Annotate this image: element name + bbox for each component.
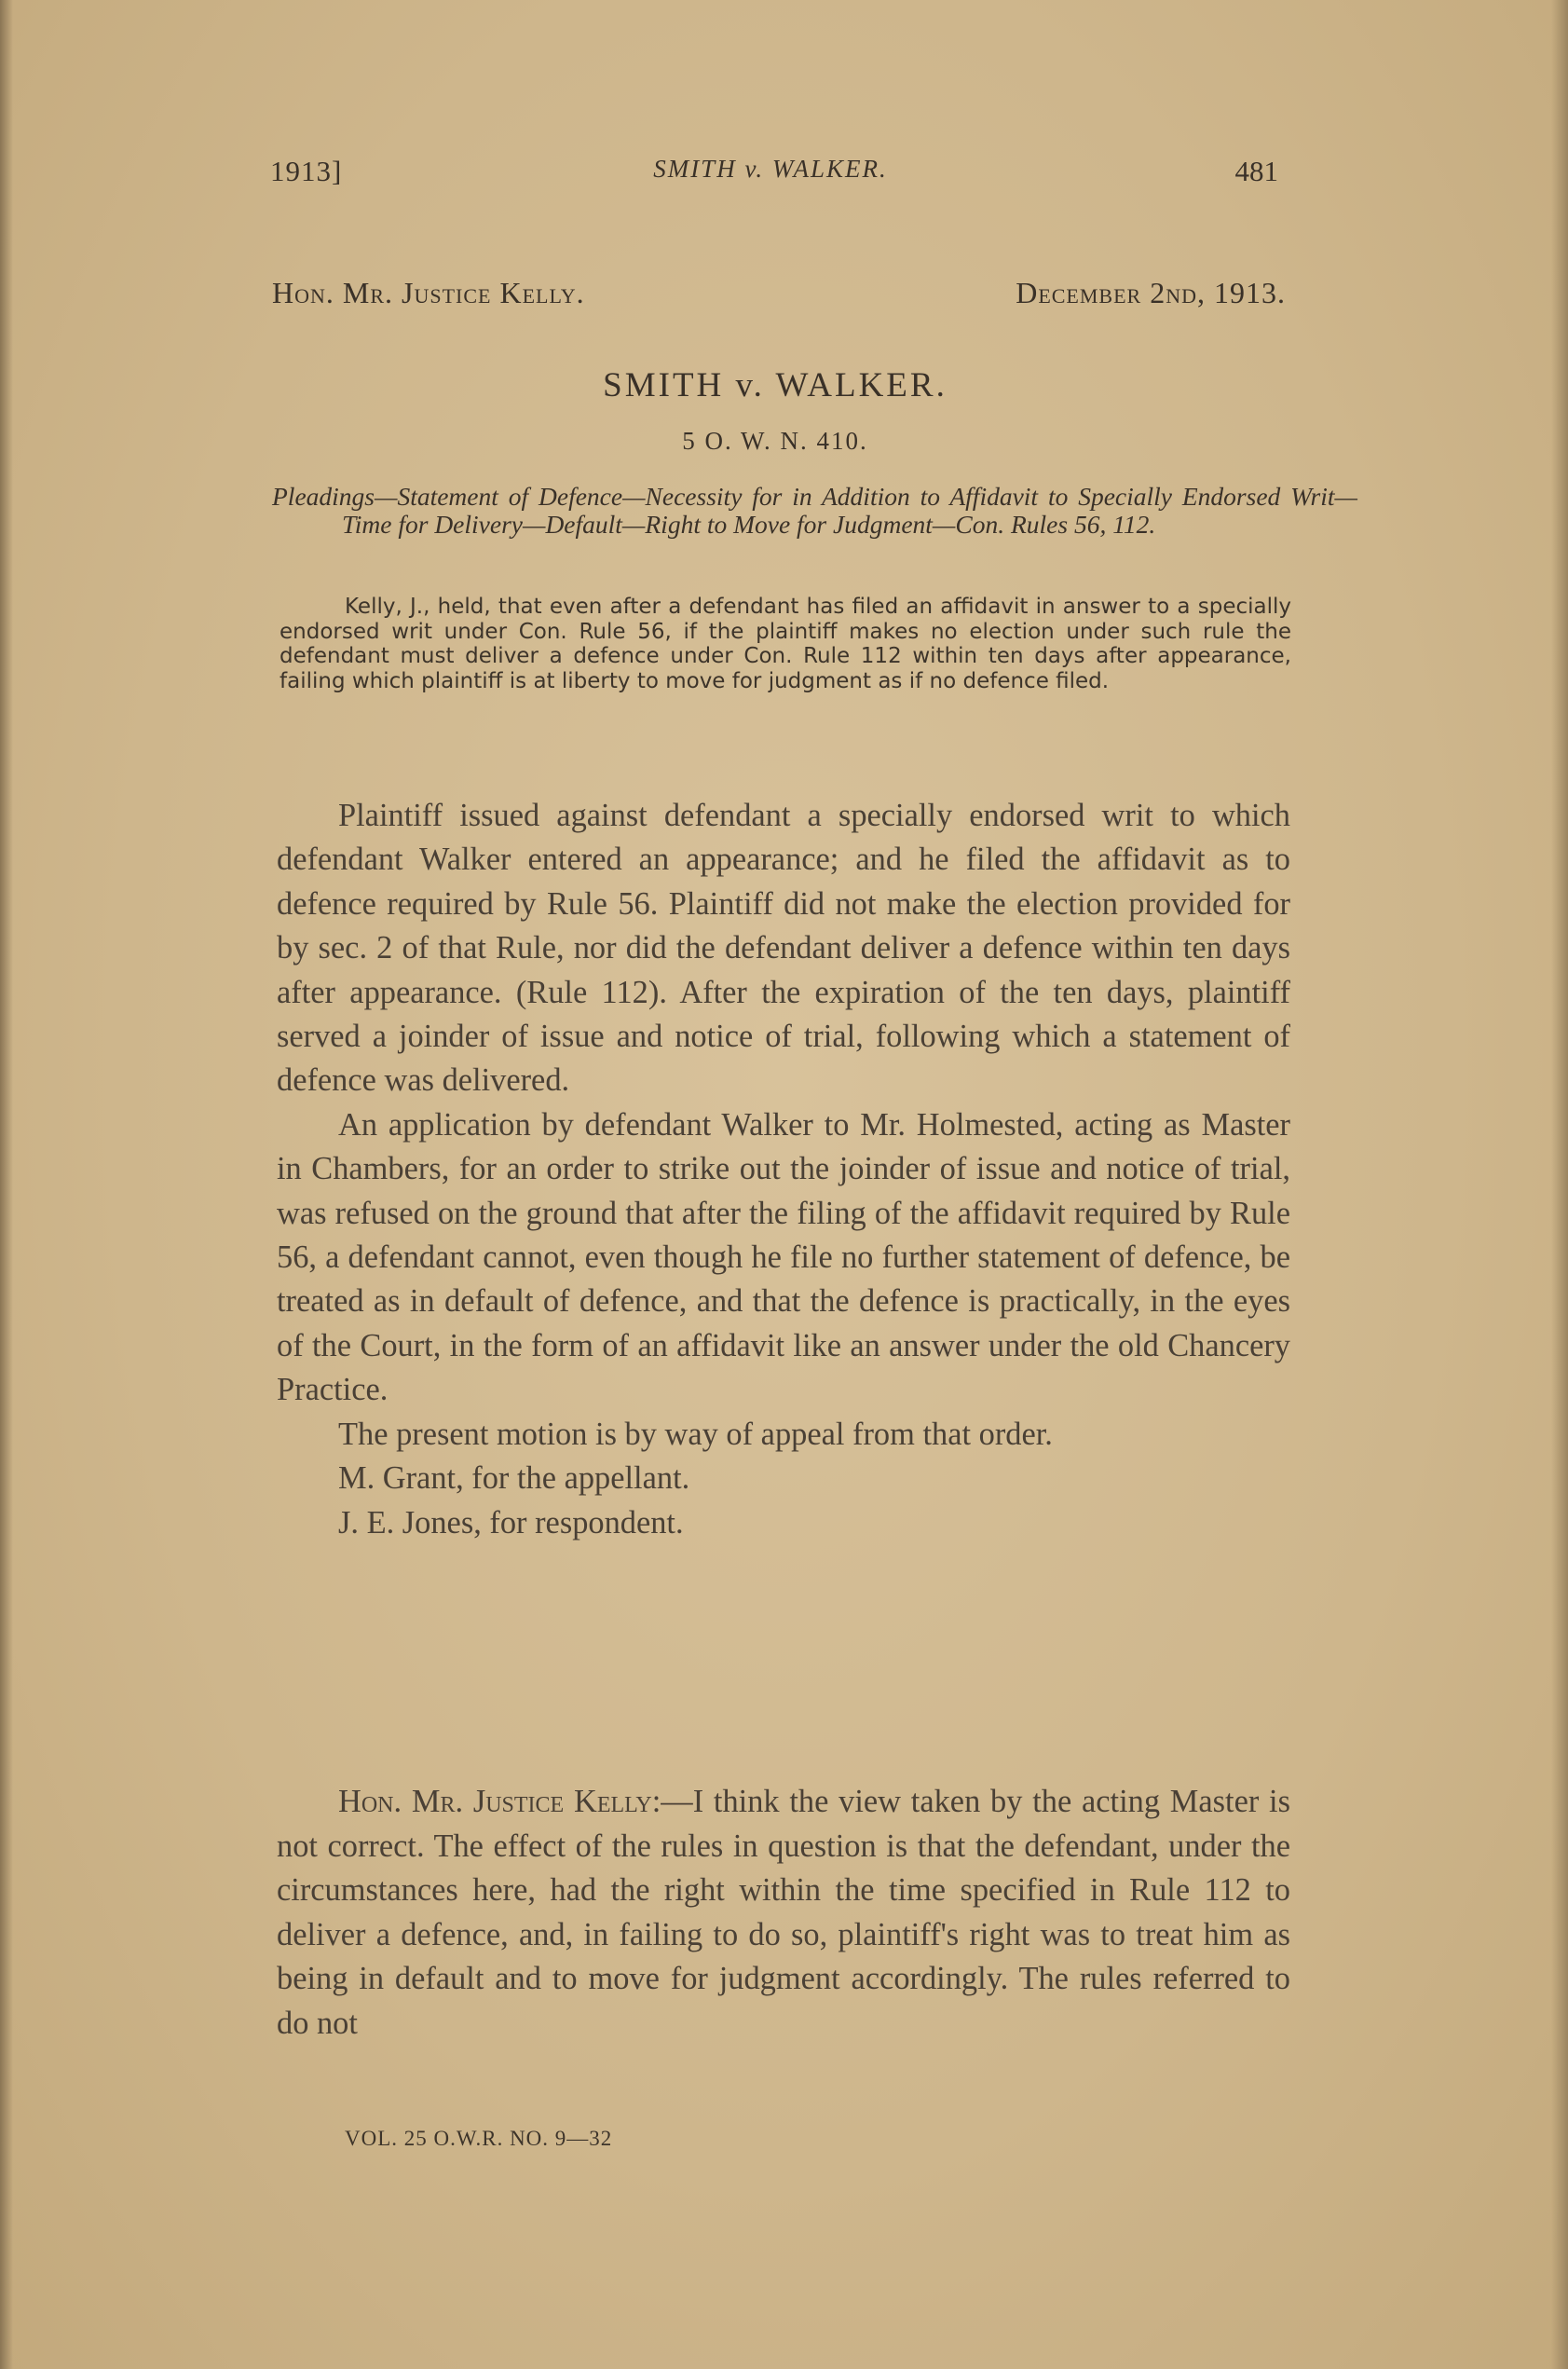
case-citation: 5 O. W. N. 410. [682,427,868,455]
body-paragraph-motion: The present motion is by way of appeal from that order. [338,1416,1053,1452]
body-paragraph-application: An application by defendant Walker to Mr. Holmested, acting as Master in Chambers, for an order to strike out the joinder of issue and notice of trial, was refused on the ground that after the filing of the affidavit required by Rule 56, a defendant cannot, even though he file no further statement of defence, be treated as in default of defence, and that the defence is practically, in the eyes of the Court, in the form of an affidavit like an answer under the old Chancery Practice. [277,1106,1290,1408]
running-head-title: SMITH v. WALKER. [653,155,888,183]
judge-name: Hon. Mr. Justice Kelly. [272,276,585,309]
case-summary: Kelly, J., held, that even after a defendant has filed an affidavit in answer to a specially endorsed writ under Con. Rule 56, if the plaintiff makes no election under such rule the defendant must deliver a defence under Con. Rule 112 within ten days after appearance, failing which plaintiff is at liberty to move for judgment as if no defence filed. [280,595,1291,693]
counsel-respondent: J. E. Jones, for respondent. [338,1504,684,1541]
counsel-appellant: M. Grant, for the appellant. [338,1460,690,1497]
decision-date: December 2nd, 1913. [1016,276,1286,309]
opinion-text: —I think the view taken by the acting Master is not correct. The effect of the rules in question is that the defendant, under the circumstances here, had the right within the time specified in Rule 112 to deliver a defence, and, in failing to do so, plaintiff's right was to treat him as being in default and to move for judgment accordingly. The rules referred to do not [277,1784,1290,2041]
opinion-speaker: Hon. Mr. Justice Kelly: [338,1784,661,1819]
signature-mark: VOL. 25 O.W.R. NO. 9—32 [345,2127,613,2150]
body-paragraph-facts: Plaintiff issued against defendant a specially endorsed writ to which defendant Walker entered an appearance; and he filed the affidavit as to defence required by Rule 56. Plaintiff did not make the election provided for by sec. 2 of that Rule, nor did the defendant deliver a defence within ten days after appearance. (Rule 112). After the expiration of the ten days, plaintiff served a joinder of issue and notice of trial, following which a statement of defence was delivered. [277,798,1290,1099]
opinion [277,1780,1290,2046]
page-number: 481 [1234,155,1278,187]
opinion-paragraph [277,1780,1290,2046]
case-title: SMITH v. WALKER. [603,366,948,404]
running-head-year: 1913] [270,155,343,187]
headnote: Pleadings—Statement of Defence—Necessity for in Addition to Affidavit to Specially Endorsed Writ—Time for Delivery—Default—Right to Move for Judgment—Con. Rules 56, 112. [272,482,1357,539]
case-body [277,794,1290,1545]
running-head [263,155,1278,192]
page-edge-left [0,0,13,2369]
page-edge-right [1551,0,1568,2369]
